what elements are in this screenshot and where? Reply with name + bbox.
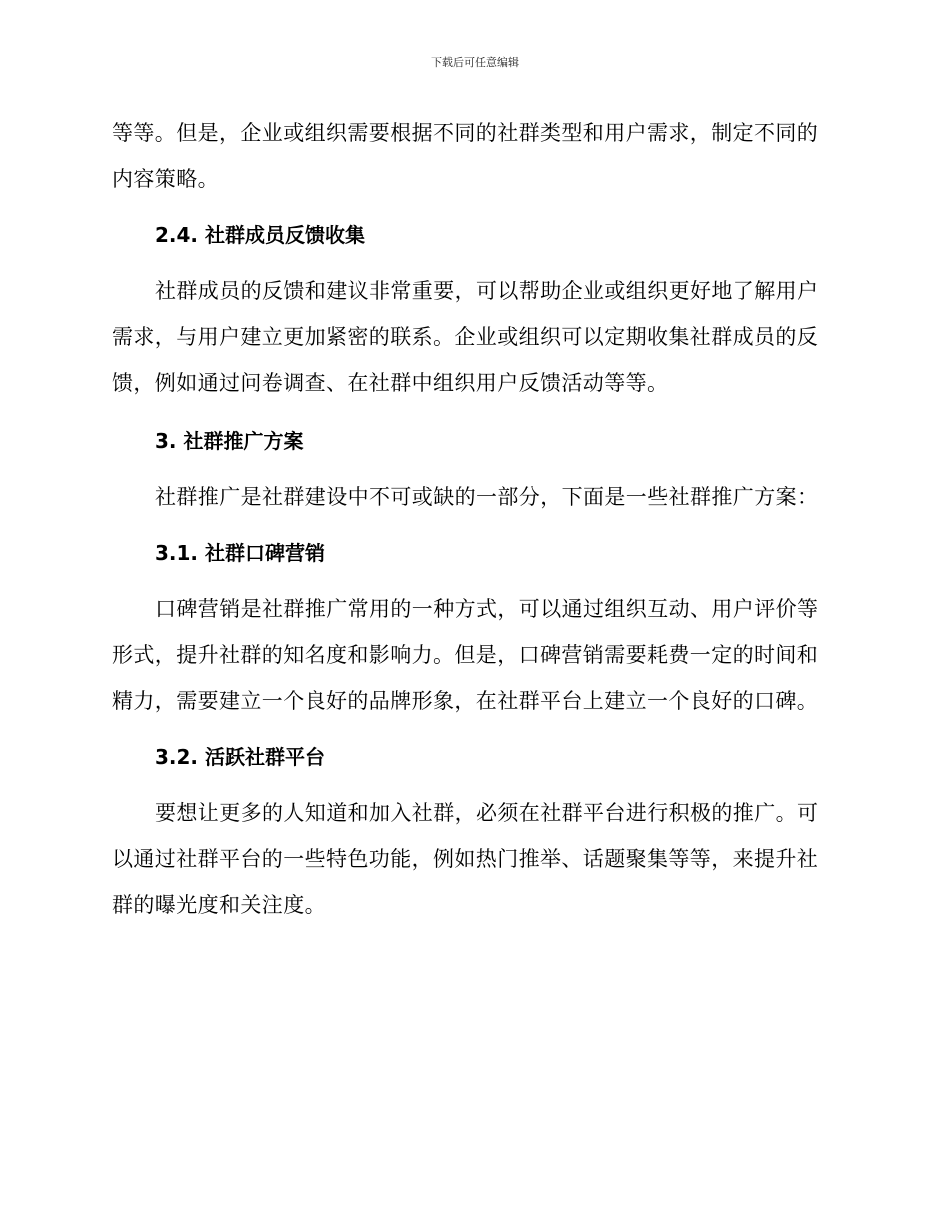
heading-3-1: 3.1. 社群口碑营销: [155, 541, 325, 565]
document-body: [112, 110, 832, 928]
page-header: 下载后可任意编辑: [431, 56, 519, 69]
heading-3-2: 3.2. 活跃社群平台: [155, 745, 325, 769]
paragraph-3-1: 口碑营销是社群推广常用的一种方式，可以通过组织互动、用户评价等形式，提升社群的知名度和影响力。但是，口碑营销需要耗费一定的时间和精力，需要建立一个良好的品牌形象，在社群平台上建立一个良好的口碑。: [112, 597, 819, 713]
heading-2-4: 2.4. 社群成员反馈收集: [155, 223, 365, 247]
paragraph-3: 社群推广是社群建设中不可或缺的一部分，下面是一些社群推广方案：: [155, 485, 819, 509]
paragraph-2-4: 社群成员的反馈和建议非常重要，可以帮助企业或组织更好地了解用户需求，与用户建立更加紧密的联系。企业或组织可以定期收集社群成员的反馈，例如通过问卷调查、在社群中组织用户反馈活动等等。: [112, 279, 819, 395]
heading-3: 3. 社群推广方案: [155, 429, 304, 453]
paragraph-continuation: 等等。但是，企业或组织需要根据不同的社群类型和用户需求，制定不同的内容策略。: [112, 121, 819, 191]
paragraph-3-2: 要想让更多的人知道和加入社群，必须在社群平台进行积极的推广。可以通过社群平台的一些特色功能，例如热门推举、话题聚集等等，来提升社群的曝光度和关注度。: [112, 801, 819, 917]
